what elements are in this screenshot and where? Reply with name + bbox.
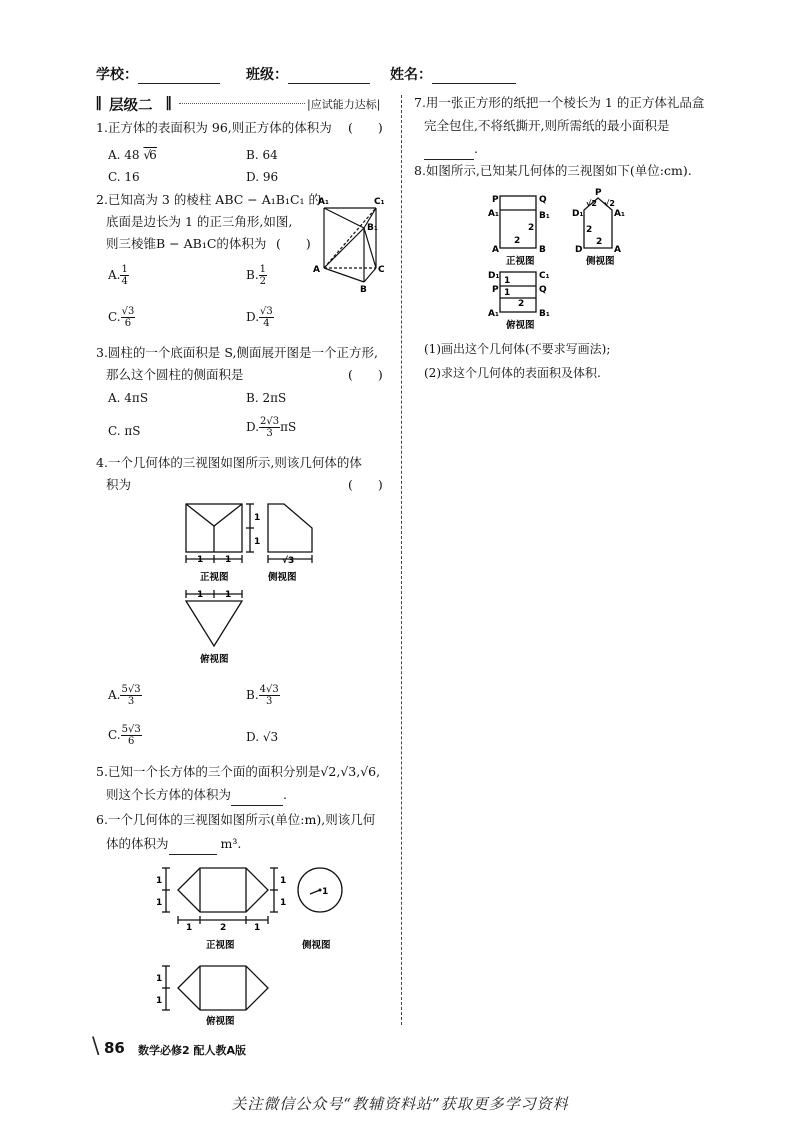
q1-stem: 1.正方体的表面积为 96,则正方体的体积为 (96, 120, 332, 135)
class-label: 班级： (246, 67, 288, 83)
q6-dim-1h: 1 (156, 996, 163, 1006)
q2-label-c1: C₁ (374, 197, 385, 207)
q8-sub1: (1)画出这个几何体(不要求写画法); (424, 342, 611, 356)
section-header: ‖ 层级二 ‖ |应试能力达标| (95, 95, 381, 114)
q3-paren: ( ) (348, 367, 383, 382)
q6-three-views (150, 858, 350, 1030)
q2-line3: 则三棱锥B − AB₁C的体积为 (106, 236, 267, 251)
watermark-text: 关注微信公众号“教辅资料站”获取更多学习资料 (231, 1095, 569, 1113)
q4-dim-1d: 1 (225, 555, 232, 565)
q8-front-a1: A₁ (488, 209, 499, 219)
q2-line1: 2.已知高为 3 的棱柱 ABC − A₁B₁C₁ 的 (96, 192, 322, 207)
q8-caption-side: 侧视图 (586, 256, 615, 267)
q6-caption-side: 侧视图 (302, 940, 331, 951)
q6-dim-1a: 1 (156, 876, 163, 886)
q8-side-d: D (575, 245, 583, 255)
q3-option-b: B. 2πS (246, 391, 287, 405)
q7-line3: . (424, 138, 478, 160)
q5-line2: 则这个长方体的体积为 . (106, 784, 287, 806)
q6-dim-1g: 1 (156, 974, 163, 984)
q8-side-dim2a: 2 (586, 225, 593, 235)
name-label: 姓名： (390, 67, 432, 83)
q4-paren: ( ) (348, 477, 383, 492)
q5-line1: 5.已知一个长方体的三个面的面积分别是√2,√3,√6, (96, 764, 381, 779)
q8-side-dim2b: 2 (596, 237, 603, 247)
q6-dim-1e: 1 (186, 923, 193, 933)
class-field (246, 64, 370, 84)
q6-dim-2: 2 (220, 923, 227, 933)
q2-option-b: B. $\frac{1}{2}$ (246, 264, 267, 287)
q6-dim-1d: 1 (280, 898, 287, 908)
q7-line2: 完全包住,不将纸撕开,则所需纸的最小面积是 (424, 118, 670, 133)
q8-top-d1: D₁ (488, 271, 500, 281)
q6-line2: 体的体积为 m³. (106, 833, 241, 855)
q4-option-d: D. √3 (246, 730, 279, 744)
q8-front-q: Q (539, 195, 547, 205)
q8-line1: 8.如图所示,已知某几何体的三视图如下(单位:cm). (414, 163, 692, 178)
q4-option-a: A. $\frac{5√3}{3}$ (108, 684, 141, 707)
q2-label-c: C (378, 265, 385, 275)
q2-label-b1: B₁ (367, 223, 378, 233)
q1-option-a: A. 48 √6 (108, 148, 157, 162)
q2-label-b: B (360, 285, 367, 294)
school-field (96, 64, 220, 84)
q2-line2: 底面是边长为 1 的正三角形,如图, (106, 214, 293, 229)
q8-top-a1: A₁ (488, 309, 499, 319)
q8-top-p: P (492, 285, 499, 295)
q6-line1: 6.一个几何体的三视图如图所示(单位:m),则该几何 (96, 812, 376, 827)
section-subtitle: |应试能力达标| (307, 98, 381, 111)
q4-caption-top: 俯视图 (200, 654, 229, 665)
q4-line1: 4.一个几何体的三视图如图所示,则该几何体的体 (96, 455, 362, 470)
q4-dim-sqrt3: √3 (282, 556, 295, 566)
q8-front-a: A (492, 245, 499, 255)
q6-caption-top: 俯视图 (206, 1016, 235, 1027)
book-title: 数学必修2 配人教A版 (138, 1044, 246, 1057)
q8-side-sqrt2b: √2 (604, 199, 615, 208)
q1-option-c: C. 16 (108, 170, 140, 184)
q8-side-d1: D₁ (572, 209, 584, 219)
q1-option-d: D. 96 (246, 170, 279, 184)
q3-line2: 那么这个圆柱的侧面积是 (106, 367, 244, 382)
q8-side-a1: A₁ (614, 209, 625, 219)
q8-side-sqrt2a: √2 (586, 199, 597, 208)
column-divider (401, 95, 402, 1025)
q4-line2: 积为 (106, 477, 132, 492)
q8-front-b: B (539, 245, 546, 255)
q8-top-dim2: 2 (518, 299, 525, 309)
q6-dim-1b: 1 (156, 898, 163, 908)
q2-prism-figure (312, 190, 392, 294)
q4-option-b: B. $\frac{4√3}{3}$ (246, 684, 279, 707)
q8-three-views (484, 186, 664, 332)
q8-sub2: (2)求这个几何体的表面积及体积. (424, 366, 601, 380)
name-field (390, 64, 516, 84)
q8-top-c1: C₁ (539, 271, 550, 281)
q8-front-p: P (492, 195, 499, 205)
q2-option-c: C. $\frac{√3}{6}$ (108, 306, 135, 329)
q3-option-a: A. 4πS (108, 391, 149, 405)
q8-front-dim2b: 2 (514, 236, 521, 246)
q8-caption-front: 正视图 (506, 256, 535, 267)
q2-option-a: A. $\frac{1}{4}$ (108, 264, 128, 287)
q4-dim-1e: 1 (197, 590, 204, 600)
q4-dim-1c: 1 (197, 555, 204, 565)
q4-caption-front: 正视图 (200, 572, 229, 583)
q2-option-d: D. $\frac{√3}{4}$ (246, 306, 273, 329)
q6-dim-1f: 1 (254, 923, 261, 933)
section-title: 层级二 (109, 98, 153, 114)
q8-top-dim1b: 1 (504, 288, 511, 298)
q4-dim-1f: 1 (225, 590, 232, 600)
q1-paren: ( ) (348, 120, 383, 135)
school-label: 学校： (96, 67, 138, 83)
q8-side-a: A (614, 245, 621, 255)
footer-slash: \ (92, 1034, 100, 1059)
q3-option-d: D. $\frac{2√3}{3}$ πS (246, 416, 297, 439)
q6-dim-1c: 1 (280, 876, 287, 886)
q8-front-b1: B₁ (539, 211, 550, 221)
q8-side-p: P (595, 188, 602, 198)
q6-dim-radius: 1 (322, 887, 329, 897)
q8-top-b1: B₁ (539, 309, 550, 319)
q8-caption-top: 俯视图 (506, 320, 535, 331)
q8-top-q: Q (539, 285, 547, 295)
q4-dim-1a: 1 (254, 513, 261, 523)
q4-option-c: C. $\frac{5√3}{6}$ (108, 724, 141, 747)
q1-option-b: B. 64 (246, 148, 278, 162)
q4-caption-side: 侧视图 (268, 572, 297, 583)
q7-line1: 7.用一张正方形的纸把一个棱长为 1 的正方体礼品盒 (414, 95, 705, 110)
q3-option-c: C. πS (108, 424, 141, 438)
q4-dim-1b: 1 (254, 537, 261, 547)
q6-caption-front: 正视图 (206, 940, 235, 951)
q2-paren: ( ) (276, 236, 311, 251)
q8-front-dim2a: 2 (528, 223, 535, 233)
q3-line1: 3.圆柱的一个底面积是 S,侧面展开图是一个正方形, (96, 345, 378, 360)
q4-three-views (176, 496, 326, 672)
q2-label-a: A (313, 265, 320, 275)
q8-top-dim1a: 1 (504, 276, 511, 286)
q2-label-a1: A₁ (318, 197, 329, 207)
page-number: 86 (104, 1039, 125, 1057)
